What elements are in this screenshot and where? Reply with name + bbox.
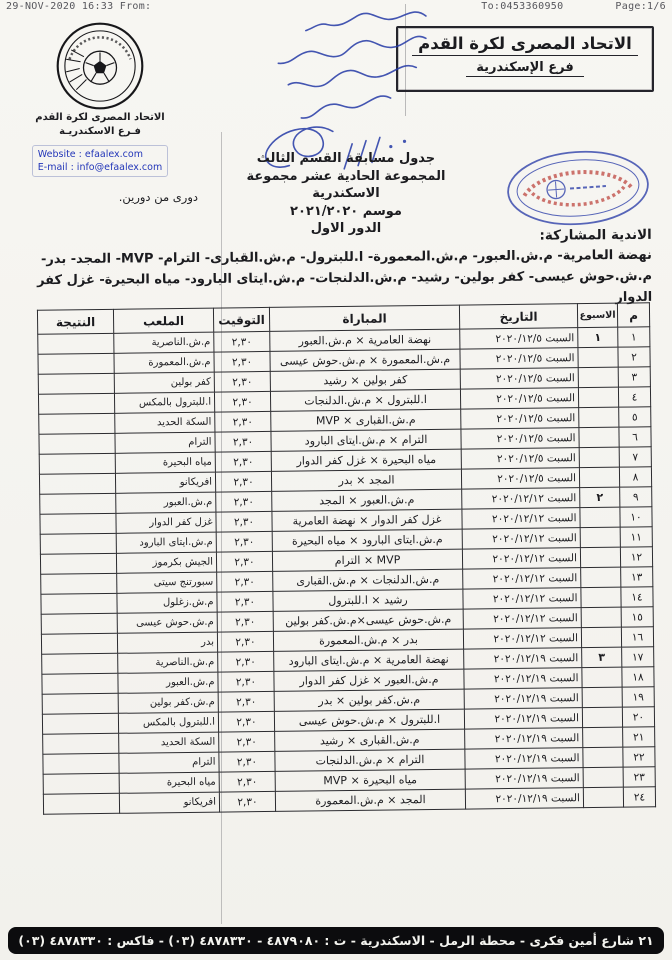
match-date: السبت ٢٠٢٠/١٢/٥ — [461, 428, 579, 449]
match-fixture: م.ش.القبارى × رشيد — [275, 729, 465, 751]
match-time: ٢,٣٠ — [217, 611, 273, 632]
match-fixture: م.ش.المعمورة × م.ش.حوش عيسى — [270, 349, 460, 371]
column-header-match: المباراة — [269, 305, 459, 331]
fax-timestamp: 29-NOV-2020 16:33 From: — [6, 1, 152, 12]
logo-org-name: الاتحاد المصرى لكرة القدم — [35, 112, 165, 123]
match-date: السبت ٢٠٢٠/١٢/١٢ — [462, 548, 580, 569]
week-number — [579, 407, 619, 427]
match-fixture: م.ش.الدلنجات × م.ش.القبارى — [273, 569, 463, 591]
match-fixture: كفر بولين × رشيد — [270, 369, 460, 391]
match-fixture: غزل كفر الدوار × نهضة العامرية — [272, 509, 462, 531]
match-date: السبت ٢٠٢٠/١٢/٥ — [461, 468, 579, 489]
match-time: ٢,٣٠ — [214, 371, 270, 392]
column-header-venue: الملعب — [113, 308, 213, 333]
week-number: ٢ — [580, 487, 620, 507]
week-number: ٣ — [582, 647, 622, 667]
match-fixture: رشيد × ا.للبترول — [273, 589, 463, 611]
match-time: ٢,٣٠ — [218, 651, 274, 672]
match-venue: الترام — [115, 432, 215, 453]
match-result — [40, 553, 116, 574]
column-header-date: التاريخ — [459, 304, 577, 329]
week-number — [578, 387, 618, 407]
match-fixture: م.ش.العبور × المجد — [272, 489, 462, 511]
match-venue: م.ش.حوش عيسى — [117, 612, 217, 633]
match-result — [39, 413, 115, 434]
week-number — [581, 607, 621, 627]
match-venue: كفر بولين — [114, 372, 214, 393]
match-result — [42, 673, 118, 694]
week-number — [583, 767, 623, 787]
branch-title: فرع الإسكندرية — [466, 60, 584, 77]
match-number: ٢٣ — [623, 767, 655, 787]
match-fixture: م.ش.كفر بولين × بدر — [274, 689, 464, 711]
match-fixture: MVP × الترام — [272, 549, 462, 571]
week-number — [581, 627, 621, 647]
match-number: ٧ — [619, 447, 651, 467]
official-stamp — [499, 143, 656, 233]
match-venue: السكة الحديد — [115, 412, 215, 433]
match-date: السبت ٢٠٢٠/١٢/٥ — [460, 388, 578, 409]
match-date: السبت ٢٠٢٠/١٢/١٢ — [463, 568, 581, 589]
match-fixture: م.ش.ايتاى البارود × مياه البحيرة — [272, 529, 462, 551]
match-result — [40, 493, 116, 514]
match-venue: م.ش.ايتاى البارود — [116, 532, 216, 553]
column-header-result: النتيجة — [37, 309, 113, 334]
group-title: المجموعة الحادية عشر مجموعة الاسكندرية — [246, 168, 446, 201]
clubs-line-2: م.ش.حوش عيسى- كفر بولين- رشيد- م.ش.الدلنجات- م.ش.ايتاى البارود- مياه البحيرة- غزل كفر الدوار — [37, 268, 653, 306]
match-date: السبت ٢٠٢٠/١٢/٥ — [461, 408, 579, 429]
match-result — [38, 353, 114, 374]
week-number: ١ — [578, 327, 618, 347]
email-text: E-mail : info@efaalex.com — [37, 162, 163, 173]
match-result — [40, 513, 116, 534]
match-result — [41, 593, 117, 614]
match-time: ٢,٣٠ — [219, 791, 275, 812]
participating-clubs — [34, 227, 653, 312]
match-result — [39, 473, 115, 494]
match-time: ٢,٣٠ — [217, 631, 273, 652]
match-venue: افريكانو — [115, 472, 215, 493]
match-date: السبت ٢٠٢٠/١٢/١٩ — [465, 748, 583, 769]
match-venue: افريكانو — [119, 792, 219, 813]
match-result — [38, 393, 114, 414]
match-number: ٣ — [618, 367, 650, 387]
match-venue: السكة الحديد — [119, 732, 219, 753]
week-number — [583, 727, 623, 747]
match-number: ١٢ — [620, 547, 652, 567]
clubs-label: الاندية المشاركة: — [539, 226, 652, 244]
match-date: السبت ٢٠٢٠/١٢/١٢ — [462, 488, 580, 509]
match-date: السبت ٢٠٢٠/١٢/٥ — [461, 448, 579, 469]
match-date: السبت ٢٠٢٠/١٢/١٩ — [464, 668, 582, 689]
match-time: ٢,٣٠ — [218, 671, 274, 692]
match-date: السبت ٢٠٢٠/١٢/٥ — [460, 368, 578, 389]
fax-page-indicator: Page:1/6 — [615, 1, 666, 12]
match-result — [38, 373, 114, 394]
match-fixture: م.ش.العبور × غزل كفر الدوار — [274, 669, 464, 691]
match-time: ٢,٣٠ — [216, 551, 272, 572]
match-number: ٥ — [619, 407, 651, 427]
match-fixture: الترام × م.ش.الدلنجات — [275, 749, 465, 771]
match-fixture: نهضة العامرية × م.ش.العبور — [270, 329, 460, 351]
match-date: السبت ٢٠٢٠/١٢/١٢ — [463, 608, 581, 629]
match-result — [41, 613, 117, 634]
week-number — [581, 587, 621, 607]
footer-address-text: ٢١ شارع أمين فكرى - محطة الرمل - الاسكندرية - ت : ٤٨٧٩٠٨٠ - ٤٨٧٨٣٣٠ (٠٣) - فاكس : ٤٨٧٨٣٣٠ (٠٣) — [18, 933, 654, 948]
match-fixture: نهضة العامرية × م.ش.ايتاى البارود — [274, 649, 464, 671]
match-number: ١٩ — [622, 687, 654, 707]
match-fixture: ا.للبترول × م.ش.الدلنجات — [270, 389, 460, 411]
match-result — [43, 753, 119, 774]
logo-branch-name: فـرع الاسكندريـة — [59, 126, 141, 137]
week-number — [580, 527, 620, 547]
match-result — [42, 713, 118, 734]
match-result — [41, 573, 117, 594]
match-number: ١٣ — [621, 567, 653, 587]
match-time: ٢,٣٠ — [215, 471, 271, 492]
match-date: السبت ٢٠٢٠/١٢/١٢ — [462, 508, 580, 529]
match-result — [43, 733, 119, 754]
match-venue: م.ش.الناصرية — [114, 332, 214, 353]
week-number — [578, 347, 618, 367]
schedule-heading — [230, 150, 462, 238]
match-time: ٢,٣٠ — [218, 691, 274, 712]
match-number: ٢٤ — [623, 787, 655, 807]
match-result — [42, 653, 118, 674]
match-number: ٦ — [619, 427, 651, 447]
week-number — [582, 707, 622, 727]
match-venue: م.ش.العبور — [118, 672, 218, 693]
match-result — [38, 333, 114, 354]
season-label: موسم ٢٠٢١/٢٠٢٠ — [290, 203, 402, 219]
match-number: ٢ — [618, 347, 650, 367]
match-venue: ا.للبترول بالمكس — [118, 712, 218, 733]
match-fixture: مياه البحيرة × غزل كفر الدوار — [271, 449, 461, 471]
federation-title: الاتحاد المصرى لكرة القدم — [412, 34, 638, 56]
week-number — [578, 367, 618, 387]
match-date: السبت ٢٠٢٠/١٢/١٩ — [465, 768, 583, 789]
match-fixture: المجد × بدر — [271, 469, 461, 491]
week-number — [579, 427, 619, 447]
match-number: ٤ — [618, 387, 650, 407]
match-number: ١٧ — [622, 647, 654, 667]
match-number: ١٨ — [622, 667, 654, 687]
match-venue: بدر — [117, 632, 217, 653]
column-header-time: التوقيت — [213, 307, 269, 332]
match-result — [41, 633, 117, 654]
match-time: ٢,٣٠ — [215, 411, 271, 432]
match-number: ١٤ — [621, 587, 653, 607]
week-number — [579, 447, 619, 467]
match-number: ٢١ — [623, 727, 655, 747]
match-date: السبت ٢٠٢٠/١٢/٥ — [460, 348, 578, 369]
match-venue: ا.للبترول بالمكس — [114, 392, 214, 413]
match-result — [42, 693, 118, 714]
match-result — [39, 433, 115, 454]
column-header-number: م — [617, 303, 649, 327]
match-date: السبت ٢٠٢٠/١٢/١٩ — [465, 728, 583, 749]
match-result — [43, 773, 119, 794]
match-number: ٩ — [620, 487, 652, 507]
match-time: ٢,٣٠ — [215, 451, 271, 472]
match-fixture: مياه البحيرة × MVP — [275, 769, 465, 791]
federation-logo-block — [30, 22, 170, 177]
league-format-note: دورى من دورين. — [118, 190, 198, 204]
match-date: السبت ٢٠٢٠/١٢/١٢ — [462, 528, 580, 549]
match-date: السبت ٢٠٢٠/١٢/١٩ — [464, 688, 582, 709]
match-fixture: الترام × م.ش.ايتاى البارود — [271, 429, 461, 451]
match-time: ٢,٣٠ — [216, 531, 272, 552]
match-time: ٢,٣٠ — [214, 331, 270, 352]
match-venue: غزل كفر الدوار — [116, 512, 216, 533]
match-time: ٢,٣٠ — [219, 751, 275, 772]
match-time: ٢,٣٠ — [215, 431, 271, 452]
fax-to-number: To:0453360950 — [481, 1, 564, 12]
schedule-table-body — [38, 327, 656, 814]
match-number: ٢٠ — [622, 707, 654, 727]
match-fixture: ا.للبترول × م.ش.حوش عيسى — [274, 709, 464, 731]
match-venue: سبورتنج سيتى — [117, 572, 217, 593]
match-result — [43, 793, 119, 814]
match-number: ١٦ — [621, 627, 653, 647]
match-venue: م.ش.العبور — [116, 492, 216, 513]
match-time: ٢,٣٠ — [218, 711, 274, 732]
match-venue: م.ش.كفر بولين — [118, 692, 218, 713]
footer-address-bar — [8, 927, 664, 954]
week-number — [583, 747, 623, 767]
website-text: Website : efaalex.com — [37, 149, 143, 160]
match-number: ١٠ — [620, 507, 652, 527]
match-venue: الترام — [119, 752, 219, 773]
match-schedule-table — [37, 302, 656, 814]
column-header-week: الاسبوع — [577, 303, 617, 327]
match-date: السبت ٢٠٢٠/١٢/١٩ — [464, 708, 582, 729]
match-fixture: م.ش.حوش عيسى×م.ش.كفر بولين — [273, 609, 463, 631]
match-venue: م.ش.زغلول — [117, 592, 217, 613]
match-venue: م.ش.الناصرية — [118, 652, 218, 673]
match-time: ٢,٣٠ — [217, 571, 273, 592]
week-number — [580, 507, 620, 527]
match-date: السبت ٢٠٢٠/١٢/١٢ — [463, 588, 581, 609]
match-time: ٢,٣٠ — [216, 491, 272, 512]
match-number: ٨ — [619, 467, 651, 487]
match-result — [39, 453, 115, 474]
match-time: ٢,٣٠ — [214, 351, 270, 372]
match-date: السبت ٢٠٢٠/١٢/١٩ — [464, 648, 582, 669]
clubs-line-1: نهضة العامرية- م.ش.العبور- م.ش.المعمورة- ا.للبترول- م.ش.القبارى- الترام- MVP- المجد- بدر- — [40, 247, 652, 268]
week-number — [580, 547, 620, 567]
match-time: ٢,٣٠ — [219, 731, 275, 752]
match-time: ٢,٣٠ — [214, 391, 270, 412]
match-date: السبت ٢٠٢٠/١٢/٥ — [460, 328, 578, 349]
week-number — [582, 687, 622, 707]
week-number — [583, 787, 623, 807]
match-number: ٢٢ — [623, 747, 655, 767]
week-number — [581, 567, 621, 587]
week-number — [582, 667, 622, 687]
match-number: ١٥ — [621, 607, 653, 627]
match-fixture: المجد × م.ش.المعمورة — [275, 789, 465, 811]
match-number: ١ — [618, 327, 650, 347]
match-venue: مياه البحيرة — [119, 772, 219, 793]
match-number: ١١ — [620, 527, 652, 547]
match-time: ٢,٣٠ — [219, 771, 275, 792]
match-fixture: م.ش.القبارى × MVP — [271, 409, 461, 431]
match-fixture: بدر × م.ش.المعمورة — [273, 629, 463, 651]
match-result — [40, 533, 116, 554]
match-venue: مياه البحيرة — [115, 452, 215, 473]
match-time: ٢,٣٠ — [217, 591, 273, 612]
football-logo-icon — [56, 22, 144, 110]
match-date: السبت ٢٠٢٠/١٢/١٢ — [463, 628, 581, 649]
match-venue: م.ش.المعمورة — [114, 352, 214, 373]
match-date: السبت ٢٠٢٠/١٢/١٩ — [465, 788, 583, 809]
match-venue: الجيش بكرموز — [116, 552, 216, 573]
round-label: الدور الاول — [310, 221, 382, 236]
week-number — [579, 467, 619, 487]
contact-box — [32, 145, 168, 177]
match-time: ٢,٣٠ — [216, 511, 272, 532]
competition-title: جدول مسابقة القسم الثالث — [256, 151, 436, 166]
